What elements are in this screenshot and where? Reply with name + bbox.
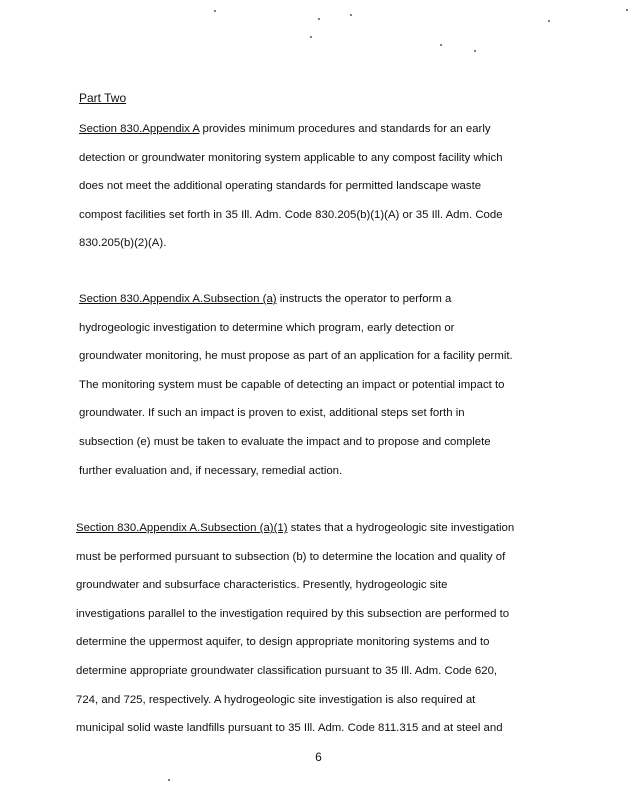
paragraph-subsection-a1 (76, 514, 576, 743)
line-text: states that a hydrogeologic site investigation (287, 522, 515, 534)
text-line: determine appropriate groundwater classification pursuant to 35 Ill. Adm. Code 620, (76, 664, 498, 677)
section-reference: Section 830.Appendix A.Subsection (a)(1) (76, 522, 288, 534)
text-line: further evaluation and, if necessary, remedial action. (79, 464, 343, 477)
text-line: groundwater. If such an impact is proven to exist, additional steps set forth in (79, 407, 465, 420)
scan-speck (310, 36, 312, 38)
text-line: 830.205(b)(2)(A). (79, 237, 167, 250)
scan-speck (474, 50, 476, 52)
text-line: subsection (e) must be taken to evaluate the impact and to propose and complete (79, 435, 491, 448)
scan-speck (168, 779, 170, 781)
text-line: detection or groundwater monitoring system applicable to any compost facility which (79, 151, 503, 164)
scan-speck (440, 44, 442, 46)
text-line: The monitoring system must be capable of detecting an impact or potential impact to (79, 378, 505, 391)
text-line (79, 285, 579, 314)
page-number: 6 (315, 750, 322, 764)
scan-speck (350, 14, 352, 16)
scan-speck (548, 20, 550, 22)
section-heading: Part Two (79, 91, 127, 105)
text-line: investigations parallel to the investigation required by this subsection are performed to (76, 607, 510, 620)
text-line: municipal solid waste landfills pursuant to 35 Ill. Adm. Code 811.315 and at steel and (76, 722, 503, 735)
text-line: hydrogeologic investigation to determine which program, early detection or (79, 321, 455, 334)
text-line (76, 514, 576, 543)
text-line: groundwater monitoring, he must propose as part of an application for a facility permit. (79, 350, 513, 363)
section-reference: Section 830.Appendix A.Subsection (a) (79, 293, 277, 305)
text-line: compost facilities set forth in 35 Ill. Adm. Code 830.205(b)(1)(A) or 35 Ill. Adm. Code (79, 208, 503, 221)
text-line (79, 115, 579, 144)
paragraph-subsection-a (79, 285, 579, 485)
text-line: must be performed pursuant to subsection (b) to determine the location and quality of (76, 550, 506, 563)
text-line: does not meet the additional operating standards for permitted landscape waste (79, 180, 482, 193)
paragraph-appendix-a (79, 115, 579, 258)
scan-speck (214, 10, 216, 12)
text-line: determine the uppermost aquifer, to design appropriate monitoring systems and to (76, 636, 490, 649)
scan-speck (318, 18, 320, 20)
line-text: provides minimum procedures and standards for an early (199, 123, 491, 135)
section-reference: Section 830.Appendix A (79, 123, 200, 135)
text-line: groundwater and subsurface characteristics. Presently, hydrogeologic site (76, 579, 448, 592)
line-text: instructs the operator to perform a (276, 293, 452, 305)
text-line: 724, and 725, respectively. A hydrogeologic site investigation is also required at (76, 693, 476, 706)
scan-speck (626, 9, 628, 11)
